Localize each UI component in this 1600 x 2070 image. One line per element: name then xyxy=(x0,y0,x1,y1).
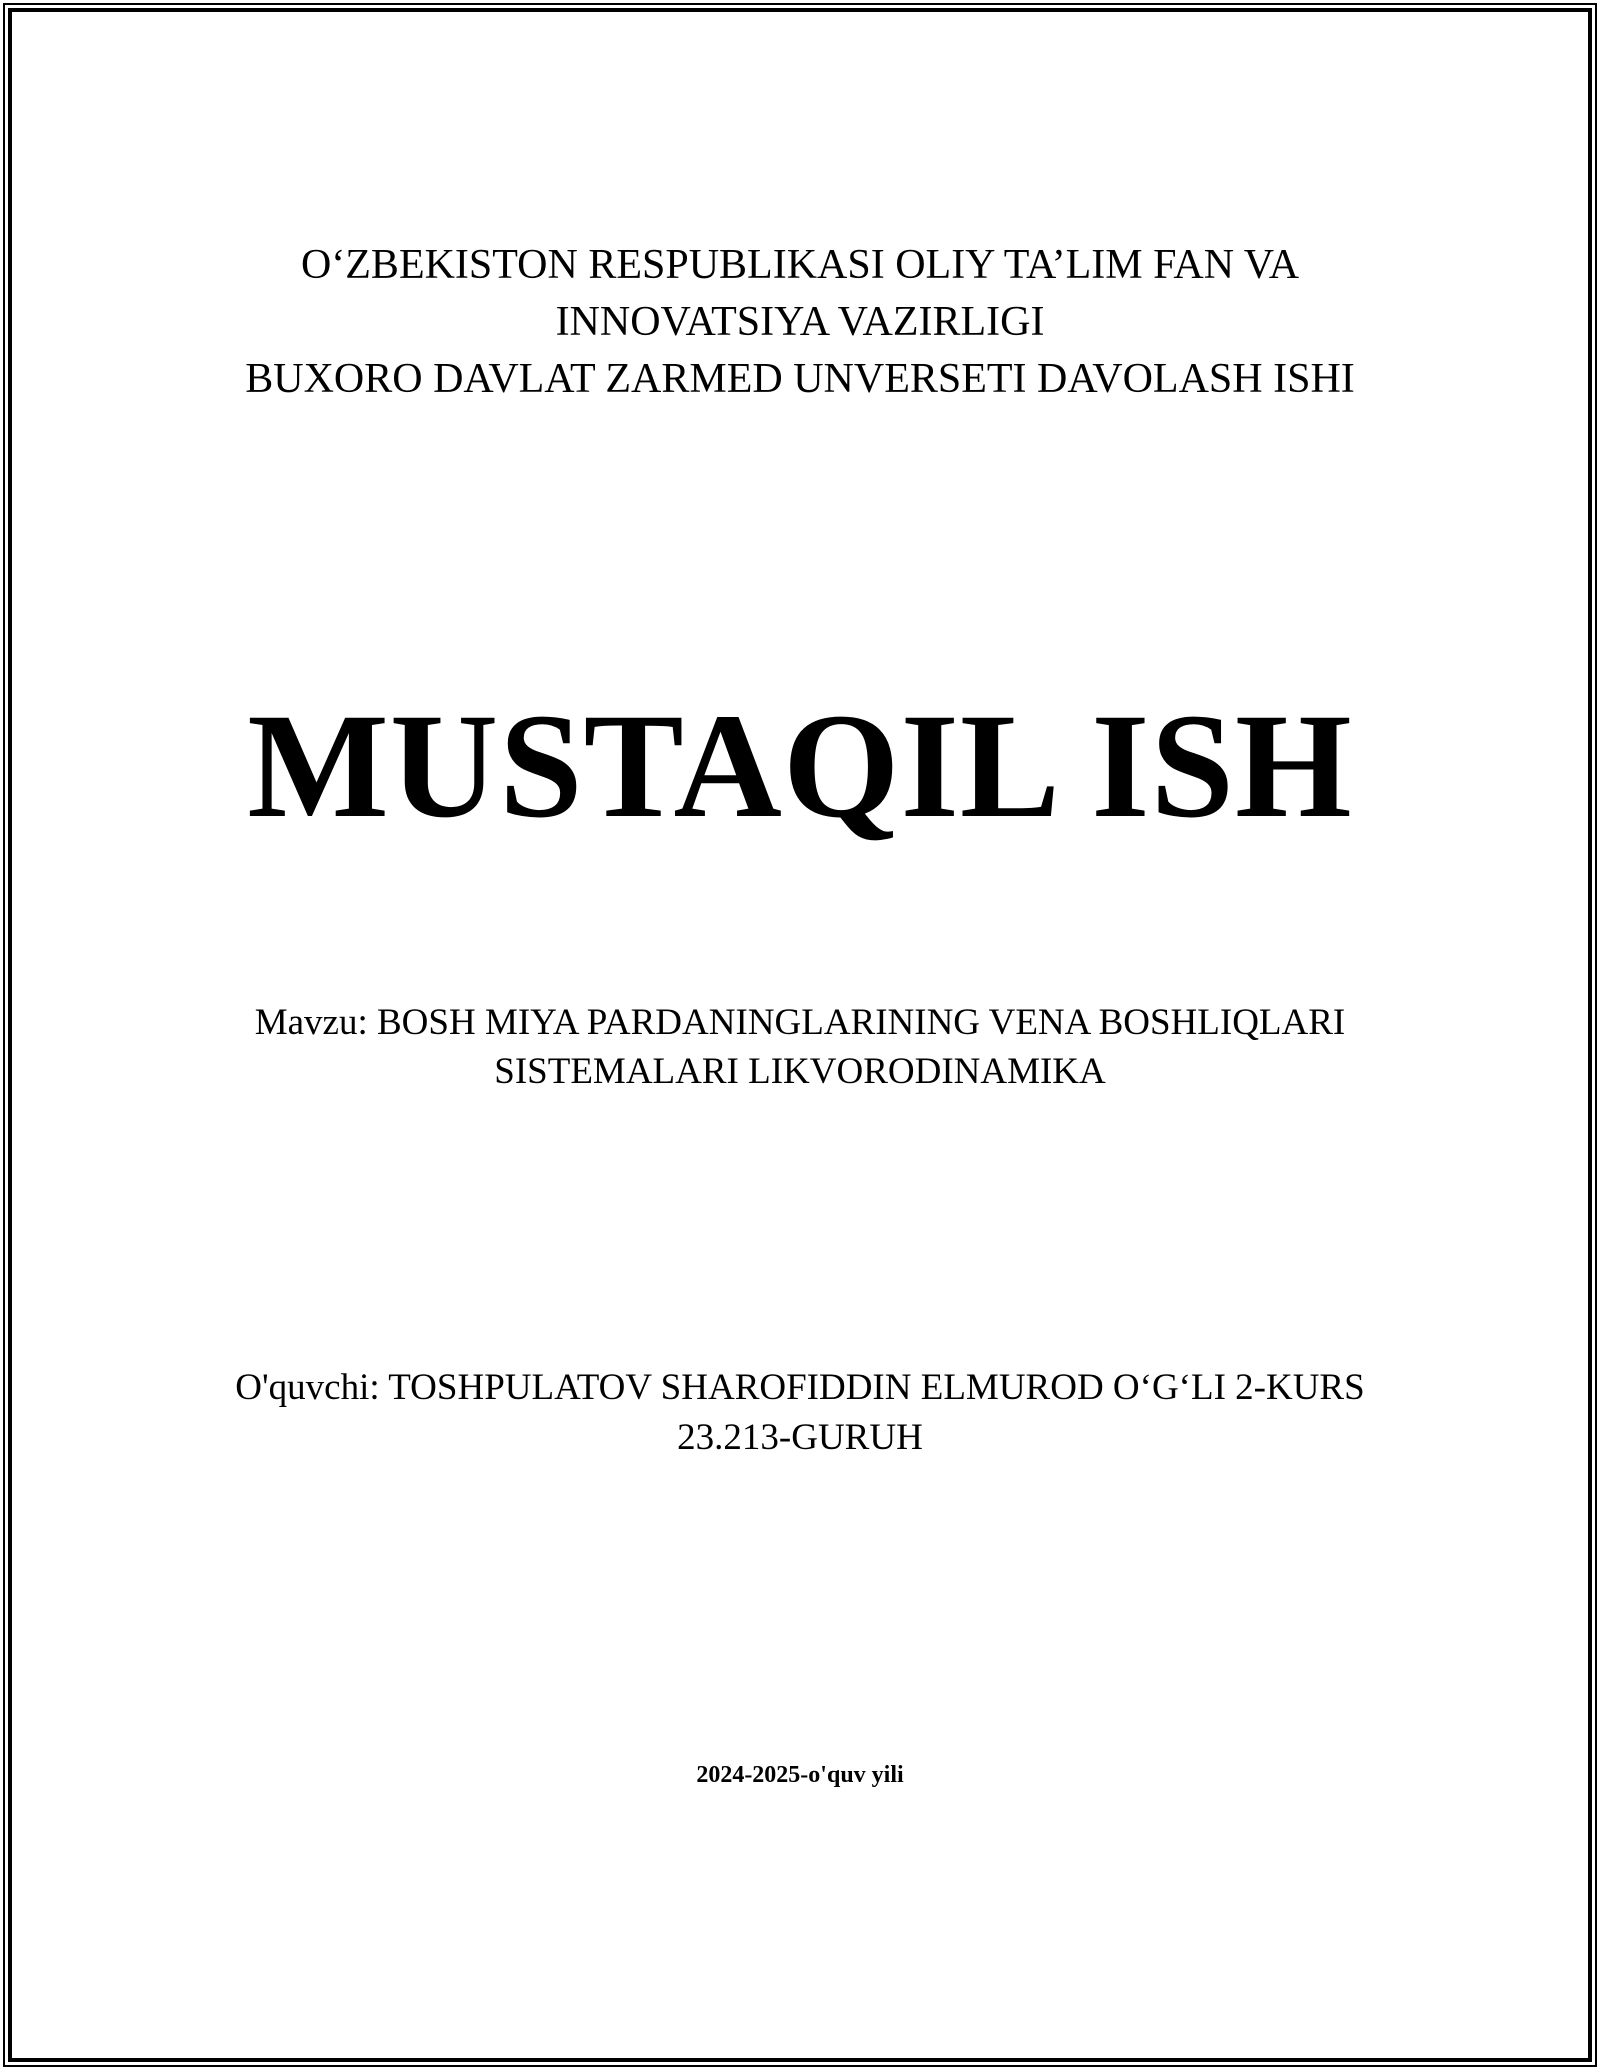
student-line-1: O'quvchi: TOSHPULATOV SHAROFIDDIN ELMUROD O‘G‘LI 2-KURS xyxy=(235,1367,1365,1408)
ministry-header xyxy=(0,237,1600,408)
topic-section xyxy=(0,998,1600,1096)
topic-line-2: SISTEMALARI LIKVORODINAMIKA xyxy=(494,1051,1106,1092)
ministry-header-line-2: INNOVATSIYA VAZIRLIGI xyxy=(555,299,1045,345)
ministry-header-line-1: O‘ZBEKISTON RESPUBLIKASI OLIY TA’LIM FAN VA xyxy=(300,242,1300,288)
document-title: MUSTAQIL ISH xyxy=(247,683,1353,849)
topic-line-1: Mavzu: BOSH MIYA PARDANINGLARINING VENA BOSHLIQLARI xyxy=(254,1002,1346,1043)
ministry-header-line-3: BUXORO DAVLAT ZARMED UNVERSETI DAVOLASH ISHI xyxy=(245,356,1355,402)
student-line-2: 23.213-GURUH xyxy=(677,1417,923,1458)
academic-year-footer: 2024-2025-o'quv yili xyxy=(696,1762,904,1788)
student-section xyxy=(0,1363,1600,1463)
